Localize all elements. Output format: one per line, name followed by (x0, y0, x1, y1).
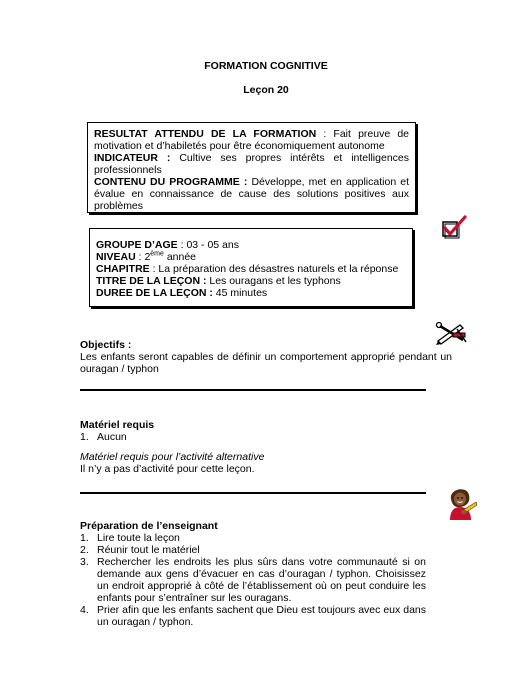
list-item-number: 2. (80, 544, 89, 556)
lesson-number: Leçon 20 (243, 84, 289, 96)
niveau-post: année (163, 251, 197, 263)
list-item (80, 431, 452, 443)
materiel-heading: Matériel requis (80, 419, 155, 431)
section-divider (80, 389, 426, 391)
indicateur-text: Cultive ses propres intérêts et intelligences professionnels (94, 152, 410, 176)
materiel-section (80, 419, 452, 475)
groupe-label: GROUPE D’AGE (96, 239, 178, 251)
titre-text: Les ouragans et les typhons (206, 275, 341, 287)
indicateur-label: INDICATEUR : (94, 152, 171, 164)
chapitre-label: CHAPITRE (96, 263, 150, 275)
formation-box (87, 122, 416, 213)
resultat-text: : Fait preuve de motivation et d’habiletés pour être économiquement autonome (94, 128, 409, 152)
preparation-list (80, 532, 426, 628)
duree-text: 45 minutes (212, 287, 268, 299)
contenu-paragraph (94, 176, 409, 212)
niveau-line (96, 251, 406, 263)
list-item (80, 556, 426, 604)
list-item-text: Aucun (97, 431, 127, 443)
objectifs-heading: Objectifs : (80, 339, 132, 351)
list-item-number: 1. (80, 431, 89, 443)
document-title: FORMATION COGNITIVE (204, 60, 328, 72)
titre-label: TITRE DE LA LEÇON : (96, 275, 207, 287)
resultat-paragraph (94, 128, 409, 152)
duree-label: DUREE DE LA LEÇON : (96, 287, 213, 299)
materiel-alt-heading: Matériel requis pour l’activité alternative (80, 451, 265, 463)
list-item-text: Prier afin que les enfants sachent que Dieu est toujours avec eux dans un ouragan / typhon. (97, 604, 426, 628)
materiel-alt-text: Il n’y a pas d’activité pour cette leçon. (80, 463, 255, 475)
list-item (80, 544, 426, 556)
duree-line (96, 287, 406, 299)
titre-line (96, 275, 406, 287)
groupe-text: : 03 - 05 ans (177, 239, 239, 251)
list-item-text: Rechercher les endroits les plus sûrs dans votre communauté si on demande aux gens d’évacuer en cas d’ouragan / typhon. Choisissez un endroit approprié à côté de l’établissement où on peut conduire les enfants pour s’entraîner sur les ouragans. (97, 556, 426, 604)
preparation-section (80, 520, 426, 628)
chapitre-text: : La préparation des désastres naturels et la réponse (149, 263, 399, 275)
objectifs-section (80, 339, 452, 375)
list-item-number: 1. (80, 532, 89, 544)
niveau-label: NIVEAU (96, 251, 136, 263)
groupe-line (96, 239, 406, 251)
list-item-text: Lire toute la leçon (97, 532, 180, 544)
lesson-info-box (89, 228, 413, 307)
list-item-number: 3. (80, 556, 89, 568)
chapitre-line (96, 263, 406, 275)
materiel-list (80, 431, 452, 443)
indicateur-paragraph (94, 152, 409, 176)
list-item-number: 4. (80, 604, 89, 616)
section-divider (80, 492, 426, 494)
niveau-pre: : 2 (135, 251, 151, 263)
resultat-label: RESULTAT ATTENDU DE LA FORMATION (94, 128, 317, 140)
contenu-text: Développe, met en application et évalue en connaissance de cause des solutions positives aux problèmes (94, 176, 409, 212)
preparation-heading: Préparation de l’enseignant (80, 520, 218, 532)
objectifs-text: Les enfants seront capables de définir un comportement approprié pendant un ouragan / typhon (80, 351, 452, 375)
niveau-sup: ème (150, 250, 164, 258)
teacher-clipart-icon (445, 485, 479, 521)
list-item (80, 532, 426, 544)
contenu-label: CONTENU DU PROGRAMME : (94, 176, 248, 188)
list-item-text: Réunir tout le matériel (97, 544, 200, 556)
list-item (80, 604, 426, 628)
red-checkbox-icon (441, 215, 467, 239)
